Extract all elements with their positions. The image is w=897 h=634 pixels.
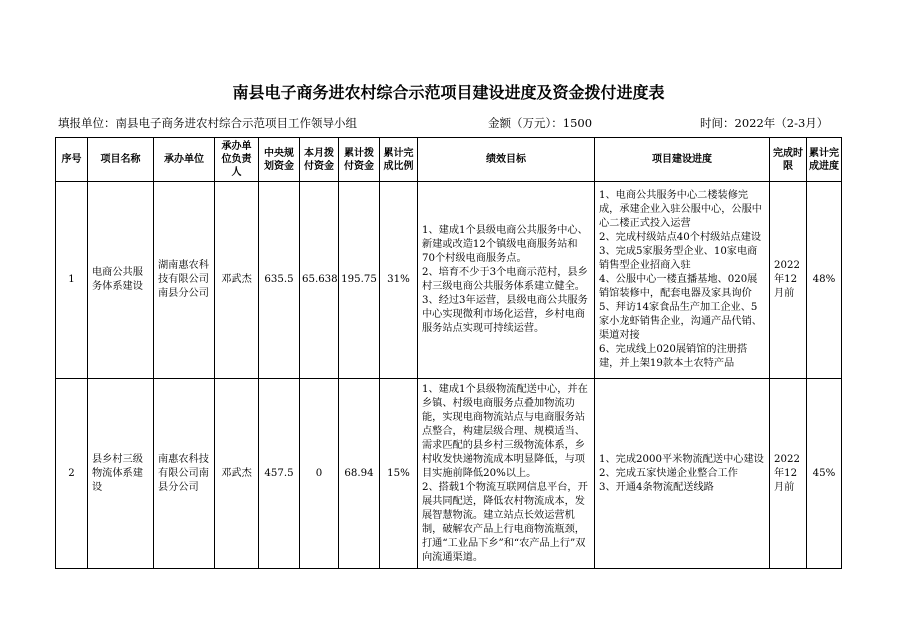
progress-item: 1、完成2000平米物流配送中心建设 (599, 453, 764, 465)
progress-item: 1、电商公共服务中心二楼装修完成，承建企业入驻公服中心，公服中心二楼正式投入运营 (599, 190, 762, 229)
progress-item: 3、开通4条物流配送线路 (599, 481, 714, 493)
row-cum-fund: 195.75 (339, 182, 380, 379)
header-cum-ratio: 累计完成比例 (380, 138, 418, 182)
header-project-name: 项目名称 (88, 138, 154, 182)
progress-table (55, 137, 842, 569)
progress-item: 6、完成线上020展销馆的注册搭建，并上架19款本土农特产品 (599, 344, 748, 369)
row-done: 45% (807, 379, 842, 569)
goal-item: 2、培育不少于3个电商示范村，县乡村三级电商公共服务体系建立健全。 (422, 267, 588, 292)
goal-item: 3、经过3年运营，县级电商公共服务中心实现微利市场化运营，乡村电商服务站点实现可持续运营。 (422, 295, 588, 334)
row-deadline: 2022年12月前 (770, 379, 807, 569)
table-row (56, 182, 842, 379)
header-leader: 承办单位负责人 (215, 138, 259, 182)
row-goals (418, 379, 595, 569)
row-no: 1 (56, 182, 88, 379)
header-progress: 项目建设进度 (595, 138, 770, 182)
progress-item: 5、拜访14家食品生产加工企业、5家小龙虾销售企业，沟通产品代销、渠道对接 (599, 302, 762, 341)
table-header-row (56, 138, 842, 182)
reporting-unit: 填报单位：南县电子商务进农村综合示范项目工作领导小组 (58, 116, 357, 130)
goal-item: 1、建成1个县级电商公共服务中心、新建或改造12个镇级电商服务站和70个村级电商服务点。 (422, 225, 588, 264)
row-project-name: 县乡村三级物流体系建设 (88, 379, 154, 569)
row-month-fund: 65.638 (300, 182, 339, 379)
row-central-fund: 635.5 (259, 182, 300, 379)
page-title: 南县电子商务进农村综合示范项目建设进度及资金拨付进度表 (232, 83, 665, 102)
row-cum-ratio: 31% (380, 182, 418, 379)
row-leader: 邓武杰 (215, 182, 259, 379)
row-leader: 邓武杰 (215, 379, 259, 569)
header-deadline: 完成时限 (770, 138, 807, 182)
header-central-fund: 中央规划资金 (259, 138, 300, 182)
row-done: 48% (807, 182, 842, 379)
row-deadline: 2022年12月前 (770, 182, 807, 379)
row-organizer: 南惠农科技有限公司南县分公司 (154, 379, 215, 569)
row-goals (418, 182, 595, 379)
row-cum-ratio: 15% (380, 379, 418, 569)
row-progress (595, 182, 770, 379)
header-cum-fund: 累计拨付资金 (339, 138, 380, 182)
header-month-fund: 本月拨付资金 (300, 138, 339, 182)
progress-item: 2、完成村级站点40个村级站点建设 (599, 232, 762, 243)
goal-item: 2、搭载1个物流互联网信息平台，开展共同配送，降低农村物流成本，发展智慧物流。建立站点长效运营机制，破解农产品上行电商物流瓶颈，打通“工业品下乡”和“农产品上行”双向流通渠道。 (422, 481, 588, 563)
report-time: 时间：2022年（2-3月） (700, 116, 829, 130)
goal-item: 1、建成1个县级物流配送中心，并在乡镇、村级电商服务点叠加物流功能，实现电商物流站点与电商服务站点整合，构建层级合理、规模适当、需求匹配的县乡村三级物流体系，乡村收发快递物流成本明显降低，与项目实施前降低20%以上。 (422, 383, 588, 479)
header-done: 累计完成进度 (807, 138, 842, 182)
row-organizer: 湖南惠农科技有限公司南县分公司 (154, 182, 215, 379)
header-goals: 绩效目标 (418, 138, 595, 182)
row-no: 2 (56, 379, 88, 569)
row-cum-fund: 68.94 (339, 379, 380, 569)
row-progress (595, 379, 770, 569)
header-no: 序号 (56, 138, 88, 182)
table-row (56, 379, 842, 569)
row-central-fund: 457.5 (259, 379, 300, 569)
row-project-name: 电商公共服务体系建设 (88, 182, 154, 379)
progress-item: 4、公服中心一楼直播基地、020展销馆装修中，配套电器及家具询价 (599, 274, 758, 299)
progress-item: 3、完成5家服务型企业、10家电商销售型企业招商入驻 (599, 246, 758, 271)
header-organizer: 承办单位 (154, 138, 215, 182)
amount-label: 金额（万元）：1500 (488, 116, 593, 130)
row-month-fund: 0 (300, 379, 339, 569)
progress-item: 2、完成五家快递企业整合工作 (599, 467, 738, 479)
